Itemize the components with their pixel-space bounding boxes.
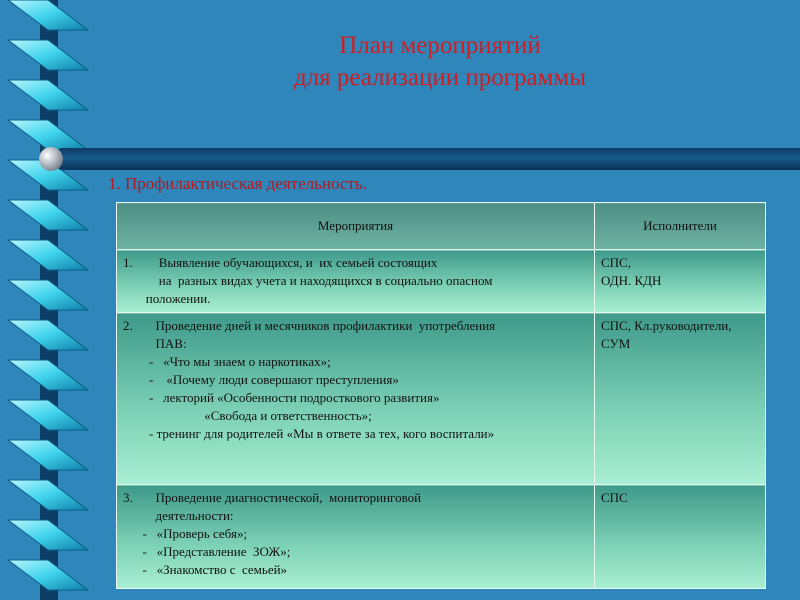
table-header-row — [117, 203, 766, 250]
event-line: «Свобода и ответственность»; — [123, 408, 372, 423]
event-line: 3. Проведение диагностической, мониторинговой — [123, 490, 422, 505]
title-line-2: для реализации программы — [293, 64, 587, 91]
header-executors: Исполнители — [595, 203, 766, 250]
event-line: - «Проверь себя»; — [123, 526, 248, 541]
table-row — [117, 485, 766, 589]
event-line: - «Знакомство с семьей» — [123, 562, 288, 577]
event-line: 2. Проведение дней и месячников профилактики употребления — [123, 318, 496, 333]
event-line: - «Что мы знаем о наркотиках»; — [123, 354, 331, 369]
event-line: - «Почему люди совершают преступления» — [123, 372, 399, 387]
executor-line: СПС, — [601, 255, 631, 270]
executor-line: СПС, Кл.руководители, — [601, 318, 732, 333]
table-row — [117, 313, 766, 485]
section-heading: 1. Профилактическая деятельность. — [108, 174, 367, 193]
event-line: - тренинг для родителей «Мы в ответе за тех, кого воспитали» — [123, 426, 495, 441]
event-line: деятельности: — [123, 508, 234, 523]
events-table — [116, 202, 766, 589]
event-cell — [117, 485, 595, 589]
executor-line: СУМ — [601, 336, 631, 351]
event-cell — [117, 313, 595, 485]
header-events: Мероприятия — [117, 203, 595, 250]
event-line: ПАВ: — [123, 336, 187, 351]
event-line: - лекторий «Особенности подросткового развития» — [123, 390, 440, 405]
executor-cell — [595, 250, 766, 313]
event-cell — [117, 250, 595, 313]
title-line-1: План мероприятий — [339, 32, 541, 59]
event-line: на разных видах учета и находящихся в социально опасном — [123, 273, 493, 288]
divider-ball-ornament — [39, 147, 63, 171]
executor-line: ОДН. КДН — [601, 273, 662, 288]
executor-line: СПС — [601, 490, 628, 505]
table-row — [117, 250, 766, 313]
executor-cell — [595, 313, 766, 485]
executor-cell — [595, 485, 766, 589]
horizontal-divider-bar — [58, 148, 800, 170]
event-line: 1. Выявление обучающихся, и их семьей состоящих — [123, 255, 438, 270]
ribbon-decoration — [0, 0, 90, 600]
event-line: положении. — [123, 291, 211, 306]
page-title — [110, 30, 770, 94]
event-line: - «Представление ЗОЖ»; — [123, 544, 291, 559]
